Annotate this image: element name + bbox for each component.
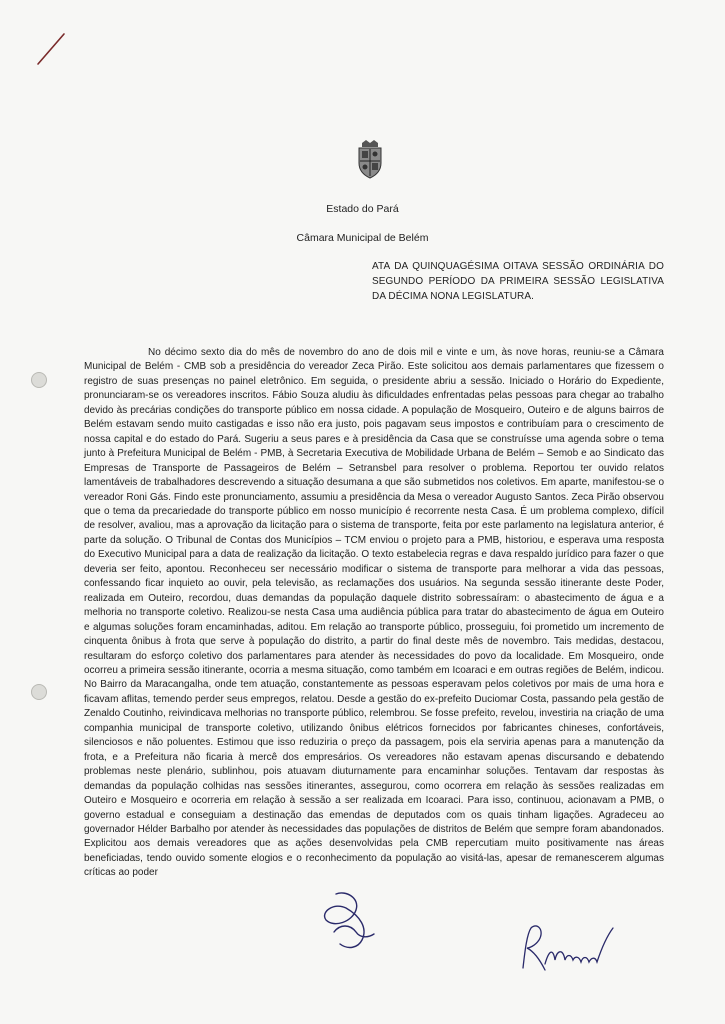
minutes-body-paragraph: No décimo sexto dia do mês de novembro do ano de dois mil e vinte e um, às nove horas, reuniu-se a Câmara Municipal de Belém - CMB sob a presidência do vereador Zeca Pirão. Este solicitou aos demais parlamentares que fizessem o registro de suas presenças no painel eletrônico. Em seguida, o presidente abriu a sessão. Iniciado o Horário do Expediente, pronunciaram-se os vereadores inscritos. Fábio Souza aludiu às dificuldades enfrentadas pelas pessoas para chegar ao trabalho devido às precárias condições do transporte público em nossa cidade. A população de Mosqueiro, Outeiro e de alguns bairros de Belém estavam sendo muito castigadas e isso não era justo, pois pagavam seus impostos e contribuíam para o crescimento de nossa capital e do estado do Pará. Sugeriu a seus pares e à presidência da Casa que se construísse uma agenda sobre o tema junto à Prefeitura Municipal de Belém - PMB, à Secretaria Executiva de Mobilidade Urbana de Belém – Semob e ao Sindicato das Empresas de Transporte de Passageiros de Belém – Setransbel para resolver o problema. Reportou ter ouvido relatos lamentáveis de trabalhadores descrevendo a situação desumana a que são submetidos nos coletivos. Em aparte, manifestou-se o vereador Roni Gás. Findo este pronunciamento, assumiu a presidência da Mesa o vereador Augusto Santos. Zeca Pirão observou que o tema da precariedade do transporte público em nosso município é recorrente nesta Casa. É um problema complexo, difícil de resolver, avaliou, mas a aprovação da licitação para o sistema de transporte, feita por este parlamento na legislatura anterior, é parte da solução. O Tribunal de Contas dos Municípios – TCM enviou o projeto para a PMB, historiou, e esperava uma resposta do Executivo Municipal para a data de realização da licitação. O texto estabelecia regras e dava respaldo jurídico para fazer o que deveria ser feito, apontou. Reconheceu ser necessário modificar o sistema de transporte para melhorar a vida das pessoas, confessando ficar inquieto ao ouvir, pela televisão, as reclamações dos usuários. Na segunda sessão itinerante deste Poder, realizada em Outeiro, recordou, duas demandas da população daquele distrito sobressaíram: o abastecimento de água e a melhoria no transporte coletivo. Realizou-se nesta Casa uma audiência pública para tratar do abastecimento de água em Outeiro e algumas soluções foram encaminhadas, aditou. Em relação ao transporte público, prosseguiu, foi prometido um incremento de cinquenta ônibus à frota que serve à população do distrito, a partir do final deste mês de novembro. Tais medidas, destacou, resultaram do esforço coletivo dos parlamentares para atender às necessidades do povo da localidade. Em Mosqueiro, onde ocorreu a primeira sessão itinerante, ocorria a mesma situação, como também em Icoaraci e em outras regiões de Belém, indicou. No Bairro da Maracangalha, onde tem atuação, constantemente as pessoas esperavam pelos coletivos por mais de uma hora e ficavam aflitas, temendo perder seus empregos, relatou. Desde a gestão do ex-prefeito Duciomar Costa, passando pela gestão de Zenaldo Coutinho, reivindicava melhorias no transporte público, relembrou. Se fosse prefeito, revelou, investiria na criação de uma companhia municipal de transporte coletivo, utilizando ônibus elétricos fornecidos por fabricantes chineses, confortáveis, silenciosos e não poluentes. Estimou que isso reduziria o preço da passagem, pois ela serviria apenas para a manutenção da frota, e a Prefeitura não ficaria à mercê dos empresários. Os vereadores não estavam apenas discursando e debatendo problemas neste plenário, sublinhou, pois atuavam diuturnamente para encaminhar soluções. Tentavam dar respostas às demandas da população colhidas nas sessões itinerantes, assegurou, como ocorrera em relação às sessões realizadas em Outeiro e Mosqueiro e ocorreria em relação à sessão a ser realizada em Icoaraci. Para isso, continuou, acionavam a PMB, o governo estadual e conseguiam a destinação das emendas de deputados com os quais tinham ligações. Agradeceu ao governador Hélder Barbalho por atender às necessidades das populações de distritos de Belém que sempre foram abandonados. Explicitou aos demais vereadores que as ações desenvolvidas pela CMB repercutiam muito positivamente nas áreas beneficiadas, tendo ouvido somente elogios e o reconhecimento da população ao visitá-las, apesar de remanescerem algumas críticas ao poder — [84, 347, 664, 879]
punch-hole-top — [31, 372, 47, 388]
coat-of-arms-icon — [356, 139, 384, 179]
pen-stroke-mark — [34, 30, 74, 70]
document-title: ATA DA QUINQUAGÉSIMA OITAVA SESSÃO ORDINÁRIA DO SEGUNDO PERÍODO DA PRIMEIRA SESSÃO LEGISLATIVA DA DÉCIMA NONA LEGISLATURA. — [372, 261, 664, 302]
header-state: Estado do Pará — [326, 203, 399, 215]
signature-1 — [316, 888, 380, 954]
punch-hole-bottom — [31, 684, 47, 700]
signature-2 — [515, 920, 619, 980]
header-chamber: Câmara Municipal de Belém — [296, 232, 429, 244]
